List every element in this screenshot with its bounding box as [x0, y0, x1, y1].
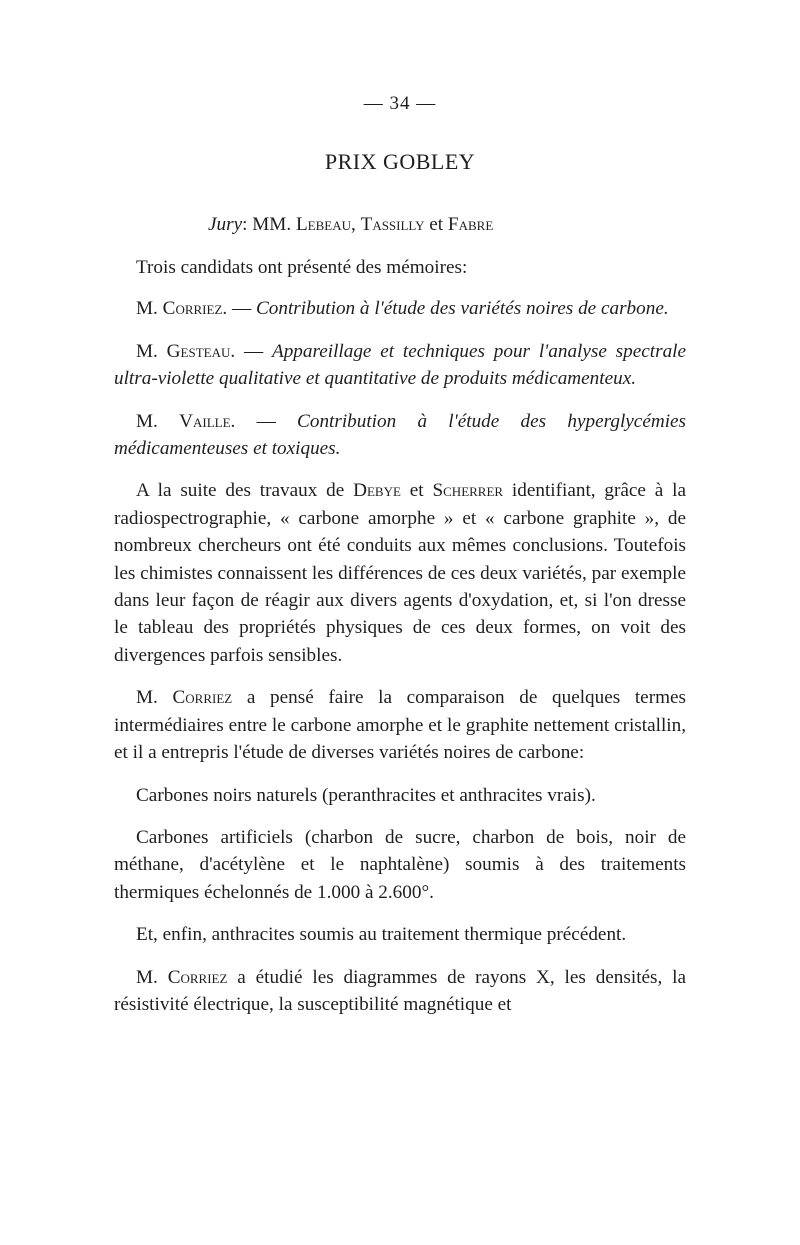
jury-line	[208, 211, 493, 238]
entry-corriez	[114, 295, 686, 322]
entry-gesteau	[114, 338, 686, 393]
entry-dash: . —	[230, 340, 272, 362]
entry-title: Appareillage et techniques pour l'analyse spectrale ultra-violette qualitative et quantitative de produits médicamenteux.	[114, 340, 687, 390]
entry-prefix: M.	[136, 340, 167, 362]
page-title: PRIX GOBLEY	[324, 149, 476, 174]
paragraph-text: et	[400, 480, 433, 502]
paragraph-debye-scherrer	[114, 477, 686, 669]
jury-separator: et	[424, 214, 448, 235]
author-corriez: Corriez	[172, 687, 233, 709]
page-number: — 34 —	[363, 93, 437, 114]
entry-prefix: M.	[136, 410, 180, 432]
paragraph-text: identifiant, grâce à la radiospectrographie, « carbone amorphe » et « carbone graphite », de nombreux chercheurs ont été conduits aux mêmes conclusions. Toutefois les chimistes connaissent les différences de ces deux variétés, par exemple dans leur façon de réagir aux divers agents d'oxydation, et, si l'on dresse le tableau des propriétés physiques de ces deux formes, on voit des divergences parfois sensibles.	[114, 480, 686, 666]
paragraph-text: M.	[136, 966, 168, 988]
entry-dash: . —	[222, 298, 256, 320]
entry-prefix: M.	[136, 298, 163, 320]
entry-title: Contribution à l'étude des variétés noires de carbone.	[255, 298, 669, 320]
jury-separator: ,	[351, 214, 361, 235]
document-page	[114, 0, 686, 1245]
jury-member-tassilly: Tassilly	[360, 214, 425, 235]
entry-vaille	[114, 408, 686, 463]
paragraph-text: A la suite des travaux de	[136, 480, 354, 502]
entry-author: Gesteau	[166, 340, 231, 362]
author-corriez: Corriez	[167, 966, 228, 988]
paragraph-artificial-carbons: Carbones artificiels (charbon de sucre, charbon de bois, noir de méthane, d'acétylène et le naphtalène) soumis à des traitements thermiques échelonnés de 1.000 à 2.600°.	[114, 826, 686, 903]
entry-dash: . —	[230, 410, 298, 432]
intro-line: Trois candidats ont présenté des mémoires:	[136, 257, 468, 278]
jury-member-lebeau: Lebeau	[295, 214, 351, 235]
jury-member-fabre: Fabre	[447, 214, 494, 235]
jury-label: Jury	[208, 214, 243, 235]
paragraph-text: M.	[136, 687, 173, 709]
paragraph-anthracites: Et, enfin, anthracites soumis au traitement thermique précédent.	[136, 924, 627, 946]
paragraph-corriez-comparison	[114, 684, 686, 766]
entry-title: Contribution à l'étude des hyperglycémies médicamenteuses et toxiques.	[114, 410, 687, 460]
body-text	[114, 254, 686, 1033]
entry-author: Vaille	[179, 410, 231, 432]
paragraph-text: a étudié les diagrammes de rayons X, les densités, la résistivité électrique, la susceptibilité magnétique et	[114, 966, 686, 1015]
author-debye: Debye	[353, 480, 401, 502]
paragraph-natural-carbons: Carbones noirs naturels (peranthracites et anthracites vrais).	[136, 784, 596, 806]
paragraph-text: a pensé faire la comparaison de quelques termes intermédiaires entre le carbone amorphe et le graphite nettement cristallin, et il a entrepris l'étude de diverses variétés noires de carbone:	[114, 687, 686, 764]
author-scherrer: Scherrer	[432, 480, 504, 502]
jury-intro: : MM.	[242, 214, 296, 235]
paragraph-corriez-studies	[114, 964, 686, 1019]
entry-author: Corriez	[162, 298, 223, 320]
